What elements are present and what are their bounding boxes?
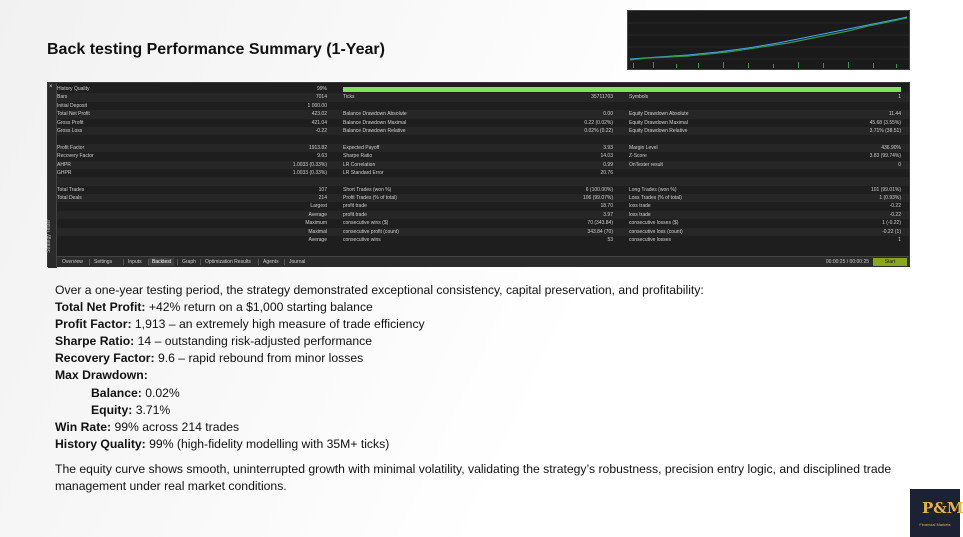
start-button[interactable]: Start [873, 258, 907, 266]
logo-subtitle: Financial Markets [919, 522, 951, 527]
metric-label: Sharpe Ratio [343, 153, 373, 160]
tester-sidebar [45, 83, 57, 268]
results-row [57, 202, 909, 210]
metric-value: 3.71% (38.51) [869, 127, 901, 134]
summary-text [55, 282, 905, 495]
metric-label: Balance Drawdown Relative [343, 127, 406, 134]
chart-grid [628, 23, 909, 59]
history-quality-bar [343, 87, 901, 92]
metric-value: 1 [898, 237, 901, 244]
metric-label: Equity Drawdown Relative [629, 127, 688, 134]
results-row [57, 93, 909, 101]
results-row [57, 85, 909, 93]
metric-label: Balance Drawdown Absolute [343, 111, 407, 118]
summary-item-label: Max Drawdown: [55, 368, 148, 383]
summary-item-label: Recovery Factor: [55, 351, 155, 366]
results-row [57, 127, 909, 135]
metric-label: loss trade [629, 203, 651, 210]
metric-value: -0.22 [889, 211, 901, 218]
metric-value: 1 (-0.22) [882, 220, 901, 227]
metric-value: 106 (99.07%) [582, 195, 613, 202]
summary-item-text: 14 – outstanding risk-adjusted performance [134, 334, 373, 349]
metric-label: GHPR [57, 169, 72, 176]
drawdown-item [55, 402, 905, 419]
tab-separator [177, 259, 178, 265]
metric-label: Equity Drawdown Maximal [629, 119, 688, 126]
metric-label: Gross Loss [57, 127, 83, 134]
tab-overview[interactable]: Overview [62, 259, 83, 265]
summary-item [55, 367, 905, 384]
metric-label: Total Net Profit [57, 111, 90, 118]
metric-value: 1 000.00 [307, 102, 327, 109]
metric-label: profit trade [343, 203, 367, 210]
metric-label: Z-Score [629, 153, 647, 160]
tester-tab-bar [57, 256, 909, 267]
balance-line [630, 17, 907, 59]
results-row [57, 186, 909, 194]
metric-value: 421.04 [311, 119, 327, 126]
metric-label: consecutive wins [343, 237, 381, 244]
metric-label: LR Standard Error [343, 169, 384, 176]
metric-value: 1 (0.93%) [879, 195, 901, 202]
summary-item-text: 1,913 – an extremely high measure of trade efficiency [131, 317, 425, 332]
results-row [57, 144, 909, 152]
tab-separator [284, 259, 285, 265]
summary-item-text: +42% return on a $1,000 starting balance [145, 300, 373, 315]
drawdown-item [55, 385, 905, 402]
metric-value: 7014 [315, 94, 327, 101]
metric-label: Total Trades [57, 186, 85, 193]
results-row [57, 102, 909, 110]
metric-value: 0.99 [603, 161, 613, 168]
metric-label: profit trade [343, 211, 367, 218]
results-row [57, 219, 909, 227]
tab-graph[interactable]: Graph [182, 259, 196, 265]
summary-item [55, 436, 905, 453]
page-title: Back testing Performance Summary (1-Year) [47, 41, 385, 58]
summary-item [55, 299, 905, 316]
metric-value: 3.83 (99.74%) [869, 153, 901, 160]
metric-label: Initial Deposit [57, 102, 88, 109]
metric-label: Average [308, 237, 327, 244]
metric-value: 9.63 [317, 153, 327, 160]
metric-value: 0.00 [603, 111, 613, 118]
summary-item-label: Total Net Profit: [55, 300, 146, 315]
metric-label: consecutive losses ($) [629, 220, 679, 227]
metric-value: 436.90% [881, 144, 901, 151]
metric-value: 70 (343.84) [587, 220, 613, 227]
tab-separator [123, 259, 124, 265]
metric-label: Margin Level [629, 144, 658, 151]
tester-side-label: Strategy Tester [45, 219, 52, 253]
tab-inputs[interactable]: Inputs [128, 259, 142, 265]
equity-curve-thumbnail [627, 10, 910, 70]
metric-label: Maximal [308, 228, 327, 235]
metric-label: Profit Trades (% of total) [343, 195, 397, 202]
summary-item-label: Win Rate: [55, 419, 112, 434]
metric-label: OnTester result [629, 161, 663, 168]
metric-label: Symbols [629, 94, 649, 101]
metric-label: AHPR [57, 161, 71, 168]
metric-label: Largest [310, 203, 327, 210]
summary-item-text: 99% across 214 trades [111, 419, 240, 434]
metric-label: Expected Payoff [343, 144, 380, 151]
tab-backtest[interactable]: Backtest [149, 258, 174, 266]
summary-item-label: Profit Factor: [55, 317, 132, 332]
summary-intro: Over a one-year testing period, the strategy demonstrated exceptional consistency, capital preservation, and profitability: [55, 283, 704, 297]
equity-curve-chart [628, 11, 909, 69]
metric-label: consecutive loss (count) [629, 228, 683, 235]
metric-label: Equity Drawdown Absolute [629, 111, 689, 118]
metric-label: loss trade [629, 211, 651, 218]
metric-value: 107 [318, 186, 327, 193]
metric-label: Ticks [343, 94, 355, 101]
metric-label: LR Correlation [343, 161, 376, 168]
drawdown-item-label: Balance: [91, 385, 142, 400]
drawdown-item-text: 0.02% [141, 385, 180, 400]
metric-label: consecutive profit (count) [343, 228, 399, 235]
tab-optimization-results[interactable]: Optimization Results [205, 259, 251, 265]
metric-label: Gross Profit [57, 119, 84, 126]
results-row [57, 110, 909, 118]
results-row [57, 211, 909, 219]
results-row [57, 119, 909, 127]
metric-value: 423.02 [311, 111, 327, 118]
summary-item-label: Sharpe Ratio: [55, 334, 135, 349]
metric-value: 0 [898, 161, 901, 168]
metric-value: 1913.82 [308, 144, 327, 151]
tab-journal[interactable]: Journal [289, 259, 306, 265]
metric-value: 35711703 [591, 94, 613, 101]
summary-item [55, 350, 905, 367]
metric-value: 3.97 [603, 211, 613, 218]
metric-label: Average [308, 211, 327, 218]
metric-value: -0.22 [889, 203, 901, 210]
metric-value: 343.84 (70) [587, 228, 613, 235]
metric-value: 0.22 (0.02%) [584, 119, 613, 126]
metric-value: 101 (99.01%) [870, 186, 901, 193]
summary-item-text: 9.6 – rapid rebound from minor losses [154, 351, 364, 366]
elapsed-timer: 00:00:25 / 00:00:25 [825, 259, 869, 265]
volume-bars [633, 62, 897, 68]
metric-label: Bars [57, 94, 68, 101]
metric-label: Maximum [305, 220, 327, 227]
tab-separator [200, 259, 201, 265]
metric-value: 6 (100.00%) [585, 186, 613, 193]
metric-value: 45.68 (3.55%) [869, 119, 901, 126]
close-icon[interactable]: × [49, 84, 53, 90]
metric-label: consecutive losses [629, 237, 671, 244]
metric-value: 214 [318, 195, 327, 202]
metric-value: 1.0033 (0.33%) [292, 161, 327, 168]
drawdown-item-text: 3.71% [132, 402, 171, 417]
company-logo [910, 489, 963, 537]
metric-label: Loss Trades (% of total) [629, 195, 682, 202]
results-row [57, 228, 909, 236]
tab-agents[interactable]: Agents [263, 259, 279, 265]
metric-label: Total Deals [57, 195, 82, 202]
results-row [57, 177, 909, 185]
summary-item-text: 99% (high-fidelity modelling with 35M+ ticks) [145, 436, 390, 451]
metric-value: 14.03 [600, 153, 613, 160]
results-row [57, 152, 909, 160]
results-row [57, 194, 909, 202]
metric-label: consecutive wins ($) [343, 220, 389, 227]
results-row [57, 135, 909, 143]
metric-value: 18.70 [600, 203, 613, 210]
backtest-results-grid [57, 85, 909, 244]
metric-value: 11.44 [888, 111, 901, 118]
metric-value: 3.93 [603, 144, 613, 151]
metric-value: 1 [898, 94, 901, 101]
metric-value: 0.02% (0.22) [584, 127, 613, 134]
results-row [57, 236, 909, 244]
metric-label: Balance Drawdown Maximal [343, 119, 407, 126]
metric-value: 99% [316, 86, 327, 92]
tab-settings[interactable]: Settings [94, 259, 113, 265]
drawdown-item-label: Equity: [91, 402, 133, 417]
tab-separator [258, 259, 259, 265]
strategy-tester-panel [47, 82, 910, 267]
metric-label: Short Trades (won %) [343, 186, 392, 193]
summary-item [55, 333, 905, 350]
metric-value: -0.22 [315, 127, 327, 134]
results-row [57, 161, 909, 169]
logo-mark: P&M [922, 499, 963, 517]
summary-conclusion: The equity curve shows smooth, uninterrupted growth with minimal volatility, validating the strategy’s robustness, precision entry logic, and disciplined trade management under real market conditions. [55, 461, 892, 494]
tab-separator [89, 259, 90, 265]
metric-label: Long Trades (won %) [629, 186, 677, 193]
metric-value: 53 [607, 237, 613, 244]
metric-label: History Quality [57, 86, 90, 92]
equity-line [630, 18, 907, 60]
summary-item [55, 419, 905, 436]
summary-item [55, 316, 905, 333]
metric-label: Recovery Factor [57, 153, 94, 160]
results-row [57, 169, 909, 177]
summary-item-label: History Quality: [55, 436, 146, 451]
metric-label: Profit Factor [57, 144, 85, 151]
metric-value: -0.22 (1) [882, 228, 901, 235]
metric-value: 1.0033 (0.33%) [292, 169, 327, 176]
metric-value: 20.76 [600, 169, 613, 176]
